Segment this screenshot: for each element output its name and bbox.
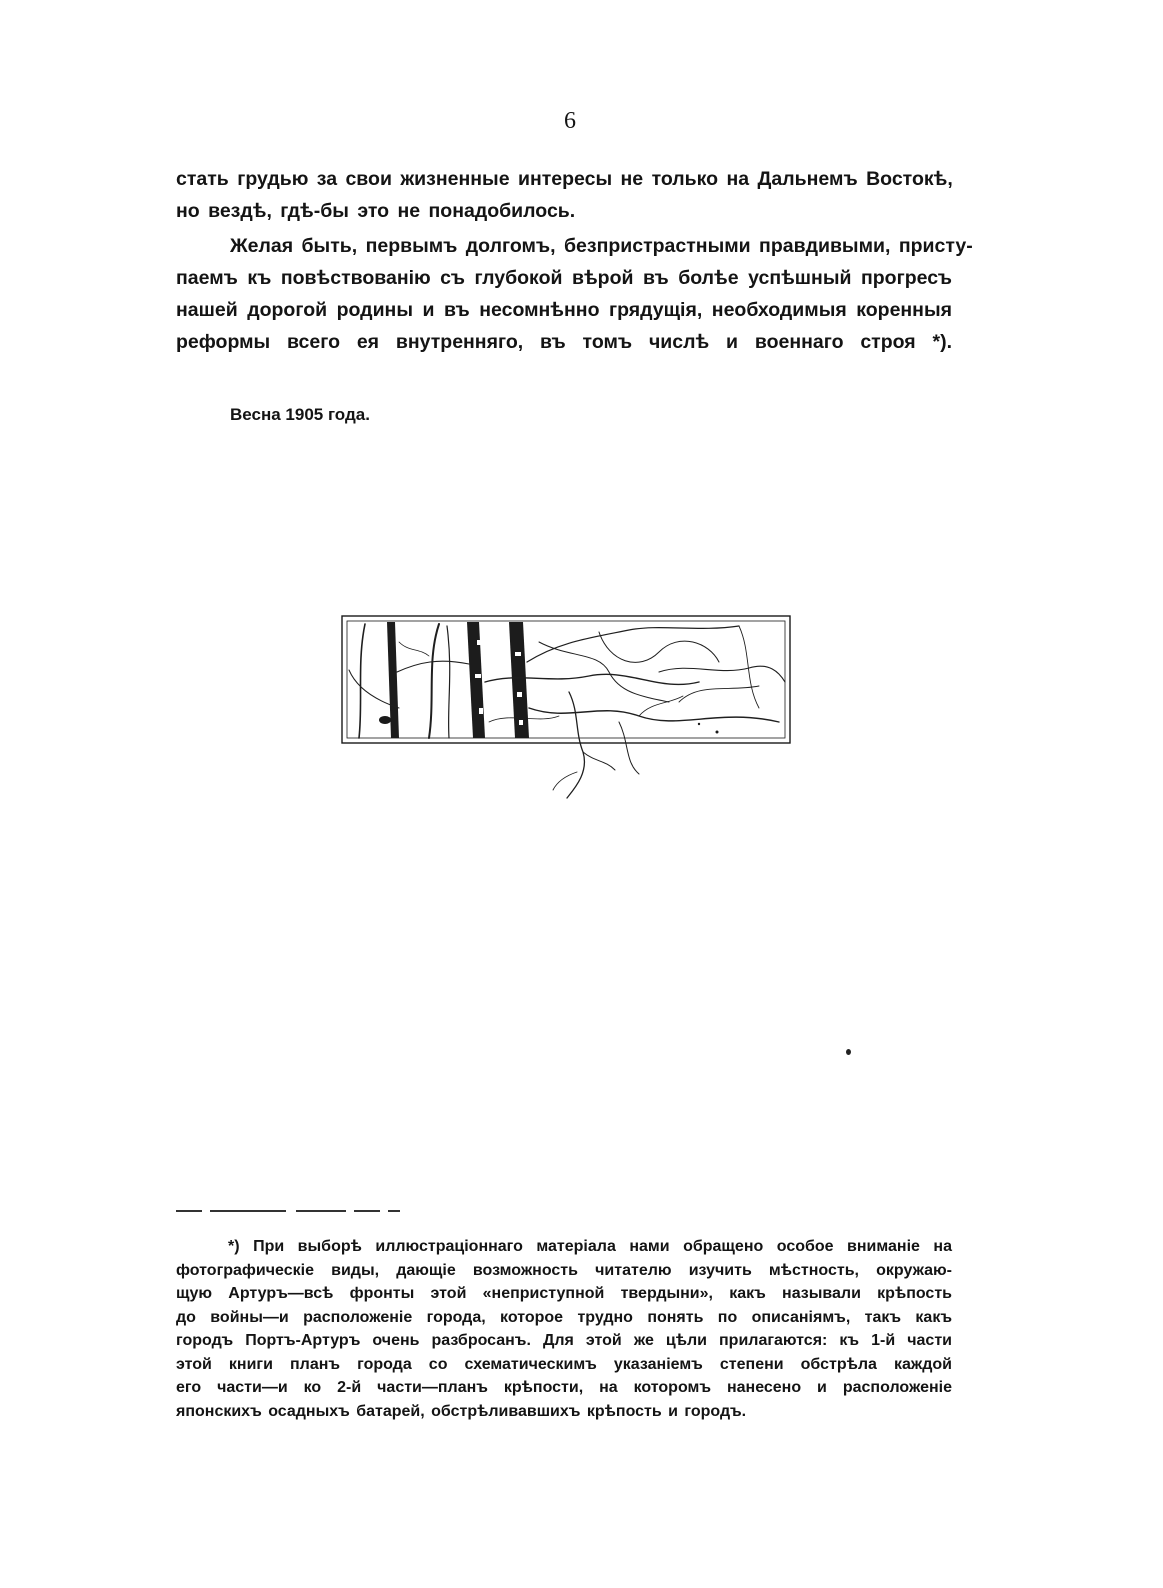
footnote-line-6: этой книги планъ города со схематическимъ указаніемъ степени обстрѣла каждой (176, 1355, 952, 1373)
footnote (176, 1235, 952, 1423)
footnote-rule (176, 1210, 400, 1212)
paragraph-2-line-1: Желая быть, первымъ долгомъ, безпристрастными правдивыми, присту- (230, 235, 973, 257)
paragraph-1-line-2: но вездѣ, гдѣ-бы это не понадобилось. (176, 200, 576, 222)
paragraph-1 (176, 163, 952, 227)
ink-speck (846, 1049, 851, 1055)
footnote-line-4: до войны—и расположеніе города, которое трудно понять по описаніямъ, такъ какъ (176, 1308, 952, 1326)
birch-branches-vignette (339, 612, 795, 802)
paragraph-2 (176, 230, 973, 358)
paragraph-1-line-1: стать грудью за свои жизненные интересы не только на Дальнемъ Востокѣ, (176, 168, 953, 190)
paragraph-2-line-2: паемъ къ повѣствованію съ глубокой вѣрой въ болѣе успѣшный прогресъ (176, 267, 952, 289)
footnote-line-1: *) При выборѣ иллюстраціоннаго матеріала нами обращено особое вниманіе на (228, 1238, 952, 1255)
footnote-line-5: городъ Портъ-Артуръ очень разбросанъ. Для этой же цѣли прилагаются: къ 1-й части (176, 1332, 952, 1349)
page-number: 6 (564, 108, 576, 134)
footnote-line-2: фотографическіе виды, дающіе возможность читателю изучить мѣстность, окружаю- (176, 1261, 952, 1279)
paragraph-2-line-4: реформы всего ея внутренняго, въ томъ числѣ и военнаго строя *). (176, 331, 952, 353)
footnote-line-3: щую Артуръ—всѣ фронты этой «неприступной твердыни», какъ называли крѣпость (176, 1285, 952, 1302)
footnote-line-7: его части—и ко 2-й части—планъ крѣпости, на которомъ нанесено и расположеніе (176, 1379, 952, 1396)
date-signature: Весна 1905 года. (230, 405, 370, 424)
paragraph-2-line-3: нашей дорогой родины и въ несомнѣнно грядущія, необходимыя коренныя (176, 299, 952, 321)
footnote-line-8: японскихъ осадныхъ батарей, обстрѣливавшихъ крѣпость и городъ. (176, 1402, 747, 1420)
